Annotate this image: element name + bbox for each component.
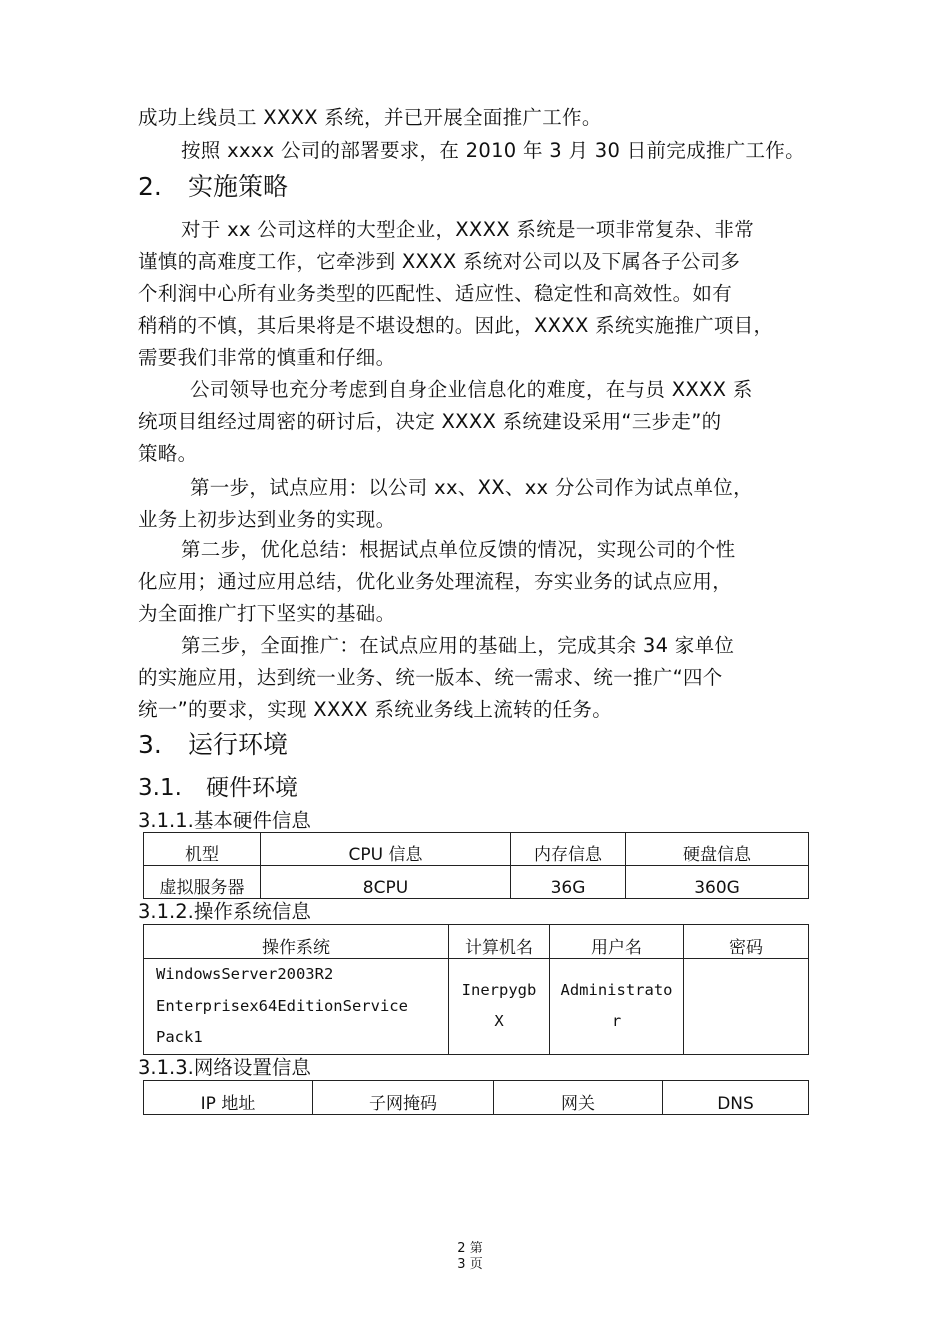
text-line: 第三步，全面推广：在试点应用的基础上，完成其余 34 家单位: [181, 634, 735, 657]
table-row: [144, 866, 809, 899]
section-heading-3: [138, 730, 288, 760]
cell-line: Administrato: [560, 981, 673, 1000]
os-table: [143, 924, 809, 1055]
table-header-cell: 内存信息: [511, 833, 626, 866]
table-header-row: [144, 833, 809, 866]
table-header-cell: 密码: [684, 925, 809, 959]
text-line: 化应用；通过应用总结，优化业务处理流程，夯实业务的试点应用，: [138, 570, 733, 593]
table-header-row: [144, 925, 809, 959]
text-line: 为全面推广打下坚实的基础。: [138, 602, 396, 625]
text-line: 统项目组经过周密的研讨后，决定 XXXX 系统建设采用“三步走”的: [138, 410, 722, 433]
table-header-cell: 计算机名: [449, 925, 550, 959]
table-header-cell: 机型: [144, 833, 261, 866]
table-row: [144, 959, 809, 1055]
cell-line: Pack1: [156, 1028, 203, 1046]
cell-line: X: [494, 1012, 504, 1031]
table-cell-password: [684, 959, 809, 1055]
table-header-cell: 用户名: [550, 925, 684, 959]
table-header-cell: CPU 信息: [261, 833, 511, 866]
table-header-cell: 操作系统: [144, 925, 449, 959]
subsubsection-heading-3-1-1: 3.1.1.基本硬件信息: [138, 809, 311, 832]
cell-line: WindowsServer2003R2: [156, 965, 334, 983]
text-line: 公司领导也充分考虑到自身企业信息化的难度，在与员 XXXX 系: [190, 378, 753, 401]
subsection-number: 3.1.: [138, 775, 182, 801]
page-number-line-1: 2 第: [457, 1241, 483, 1256]
subsubsection-heading-3-1-2: 3.1.2.操作系统信息: [138, 900, 311, 923]
text-line: 稍稍的不慎，其后果将是不堪设想的。因此，XXXX 系统实施推广项目，: [138, 314, 774, 337]
table-header-cell: 硬盘信息: [626, 833, 809, 866]
text-line: 成功上线员工 XXXX 系统，并已开展全面推广工作。: [138, 106, 602, 129]
subsection-heading-3-1: [138, 774, 298, 802]
table-cell-computer-name: [449, 959, 550, 1055]
text-line: 按照 xxxx 公司的部署要求，在 2010 年 3 月 30 日前完成推广工作。: [181, 139, 805, 162]
network-table: [143, 1080, 809, 1115]
table-cell: 8CPU: [261, 866, 511, 899]
table-cell: 360G: [626, 866, 809, 899]
table-cell-os: [144, 959, 449, 1055]
cell-line: r: [611, 1012, 622, 1031]
table-header-cell: 网关: [494, 1081, 663, 1115]
section-heading-2: [138, 172, 288, 202]
text-line: 谨慎的高难度工作，它牵涉到 XXXX 系统对公司以及下属各子公司多: [138, 250, 741, 273]
text-line: 策略。: [138, 442, 198, 465]
cell-line: Enterprisex64EditionService: [156, 996, 408, 1015]
page-number-line-2: 3 页: [457, 1257, 483, 1272]
section-number: 3.: [138, 730, 162, 759]
text-line: 需要我们非常的慎重和仔细。: [138, 346, 396, 369]
text-line: 的实施应用，达到统一业务、统一版本、统一需求、统一推广“四个: [138, 666, 723, 689]
subsection-title: 硬件环境: [206, 775, 298, 801]
section-number: 2.: [138, 172, 162, 201]
text-line: 个利润中心所有业务类型的匹配性、适应性、稳定性和高效性。如有: [138, 282, 733, 305]
hardware-table: [143, 832, 809, 899]
table-header-row: [144, 1081, 809, 1115]
cell-line: Inerpygb: [461, 981, 537, 1000]
subsubsection-heading-3-1-3: 3.1.3.网络设置信息: [138, 1056, 311, 1079]
table-cell-username: [550, 959, 684, 1055]
section-title: 运行环境: [188, 730, 289, 759]
table-header-cell: DNS: [663, 1081, 809, 1115]
table-cell: 36G: [511, 866, 626, 899]
text-line: 第二步，优化总结：根据试点单位反馈的情况，实现公司的个性: [181, 538, 736, 561]
table-header-cell: IP 地址: [144, 1081, 313, 1115]
table-header-cell: 子网掩码: [313, 1081, 494, 1115]
text-line: 对于 xx 公司这样的大型企业，XXXX 系统是一项非常复杂、非常: [181, 218, 755, 241]
table-cell: 虚拟服务器: [144, 866, 261, 899]
text-line: 第一步，试点应用：以公司 xx、XX、xx 分公司作为试点单位，: [190, 476, 753, 499]
text-line: 统一”的要求，实现 XXXX 系统业务线上流转的任务。: [138, 698, 613, 721]
text-line: 业务上初步达到业务的实现。: [138, 508, 396, 531]
section-title: 实施策略: [188, 172, 289, 201]
